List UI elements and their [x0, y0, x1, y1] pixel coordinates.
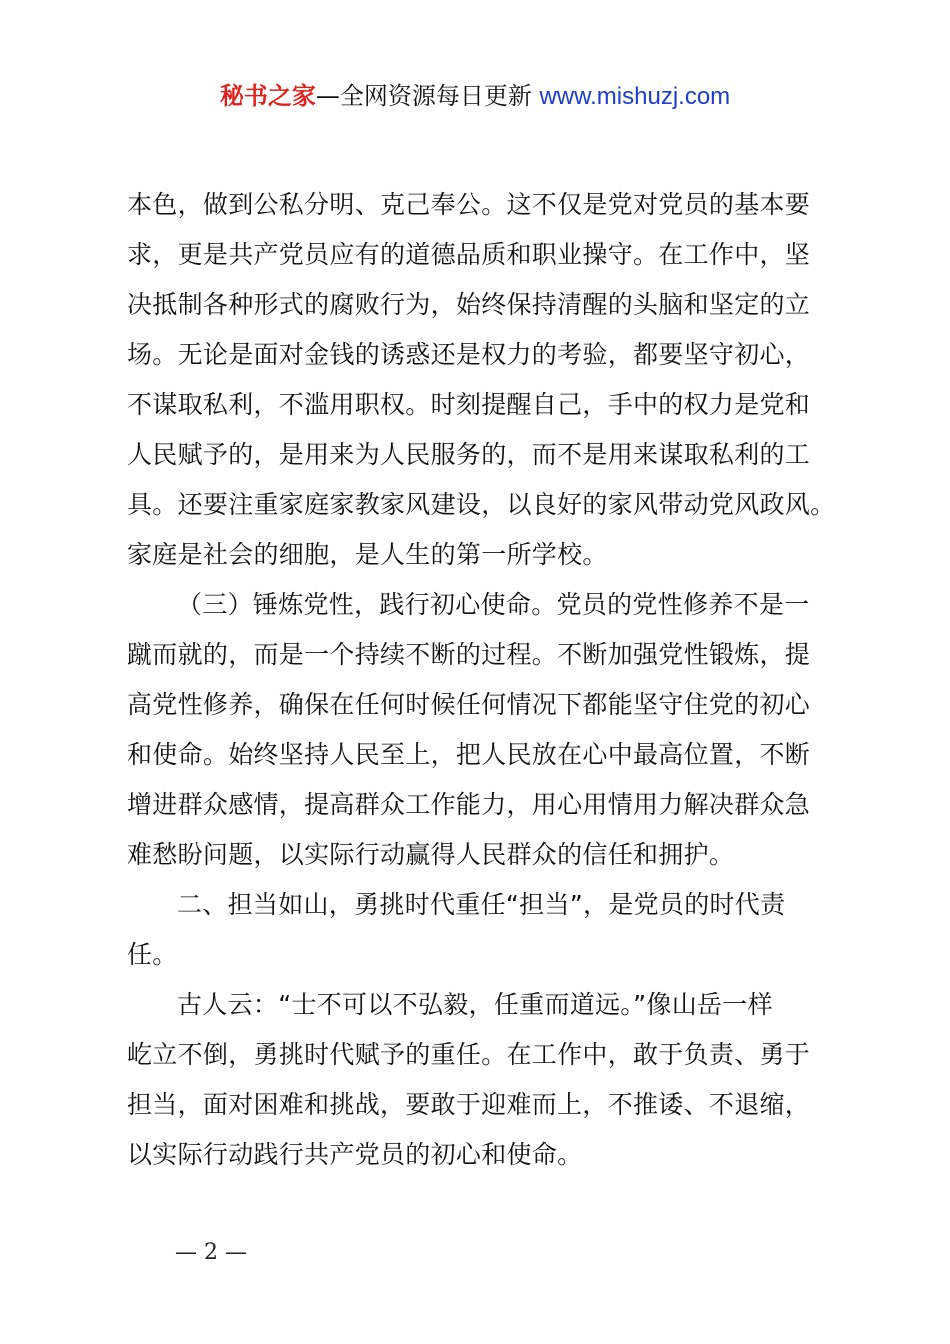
text-line: 决抵制各种形式的腐败行为，始终保持清醒的头脑和坚定的立 — [127, 290, 811, 319]
site-header — [0, 80, 950, 113]
text-line: 家庭是社会的细胞，是人生的第一所学校。 — [127, 540, 608, 569]
text-line: 蹴而就的，而是一个持续不断的过程。不断加强党性锻炼，提 — [127, 640, 811, 669]
site-url-link[interactable]: www.mishuzj.com — [539, 83, 731, 110]
text-line: 场。无论是面对金钱的诱惑还是权力的考验，都要坚守初心， — [127, 340, 811, 369]
section-heading-line: 二、担当如山，勇挑时代重任“担当”，是党员的时代责 — [177, 890, 786, 919]
paragraph-start-line: （三）锤炼党性，践行初心使命。党员的党性修养不是一 — [177, 590, 810, 619]
paragraph-start-line: 古人云：“士不可以不弘毅，任重而道远。”像山岳一样 — [177, 990, 773, 1019]
header-tagline: —全网资源每日更新 — [315, 82, 532, 110]
text-line: 增进群众感情，提高群众工作能力，用心用情用力解决群众急 — [127, 790, 811, 819]
text-line: 求，更是共产党员应有的道德品质和职业操守。在工作中，坚 — [127, 240, 811, 269]
text-line: 难愁盼问题，以实际行动赢得人民群众的信任和拥护。 — [127, 840, 735, 869]
text-line: 屹立不倒，勇挑时代赋予的重任。在工作中，敢于负责、勇于 — [127, 1040, 811, 1069]
text-line: 具。还要注重家庭家教家风建设，以良好的家风带动党风政风。 — [127, 490, 836, 519]
text-line: 以实际行动践行共产党员的初心和使命。 — [127, 1140, 583, 1169]
text-line: 人民赋予的，是用来为人民服务的，而不是用来谋取私利的工 — [127, 440, 811, 469]
document-body — [127, 180, 839, 1180]
text-line: 高党性修养，确保在任何时候任何情况下都能坚守住党的初心 — [127, 690, 811, 719]
page-number: — 2 — — [175, 1240, 247, 1265]
text-line: 任。 — [127, 940, 178, 969]
text-line: 和使命。始终坚持人民至上，把人民放在心中最高位置，不断 — [127, 740, 811, 769]
text-line: 不谋取私利，不滥用职权。时刻提醒自己，手中的权力是党和 — [127, 390, 811, 419]
text-line: 本色，做到公私分明、克己奉公。这不仅是党对党员的基本要 — [127, 190, 811, 219]
text-line: 担当，面对困难和挑战，要敢于迎难而上，不推诿、不退缩， — [127, 1090, 811, 1119]
brand-name: 秘书之家 — [219, 82, 316, 110]
